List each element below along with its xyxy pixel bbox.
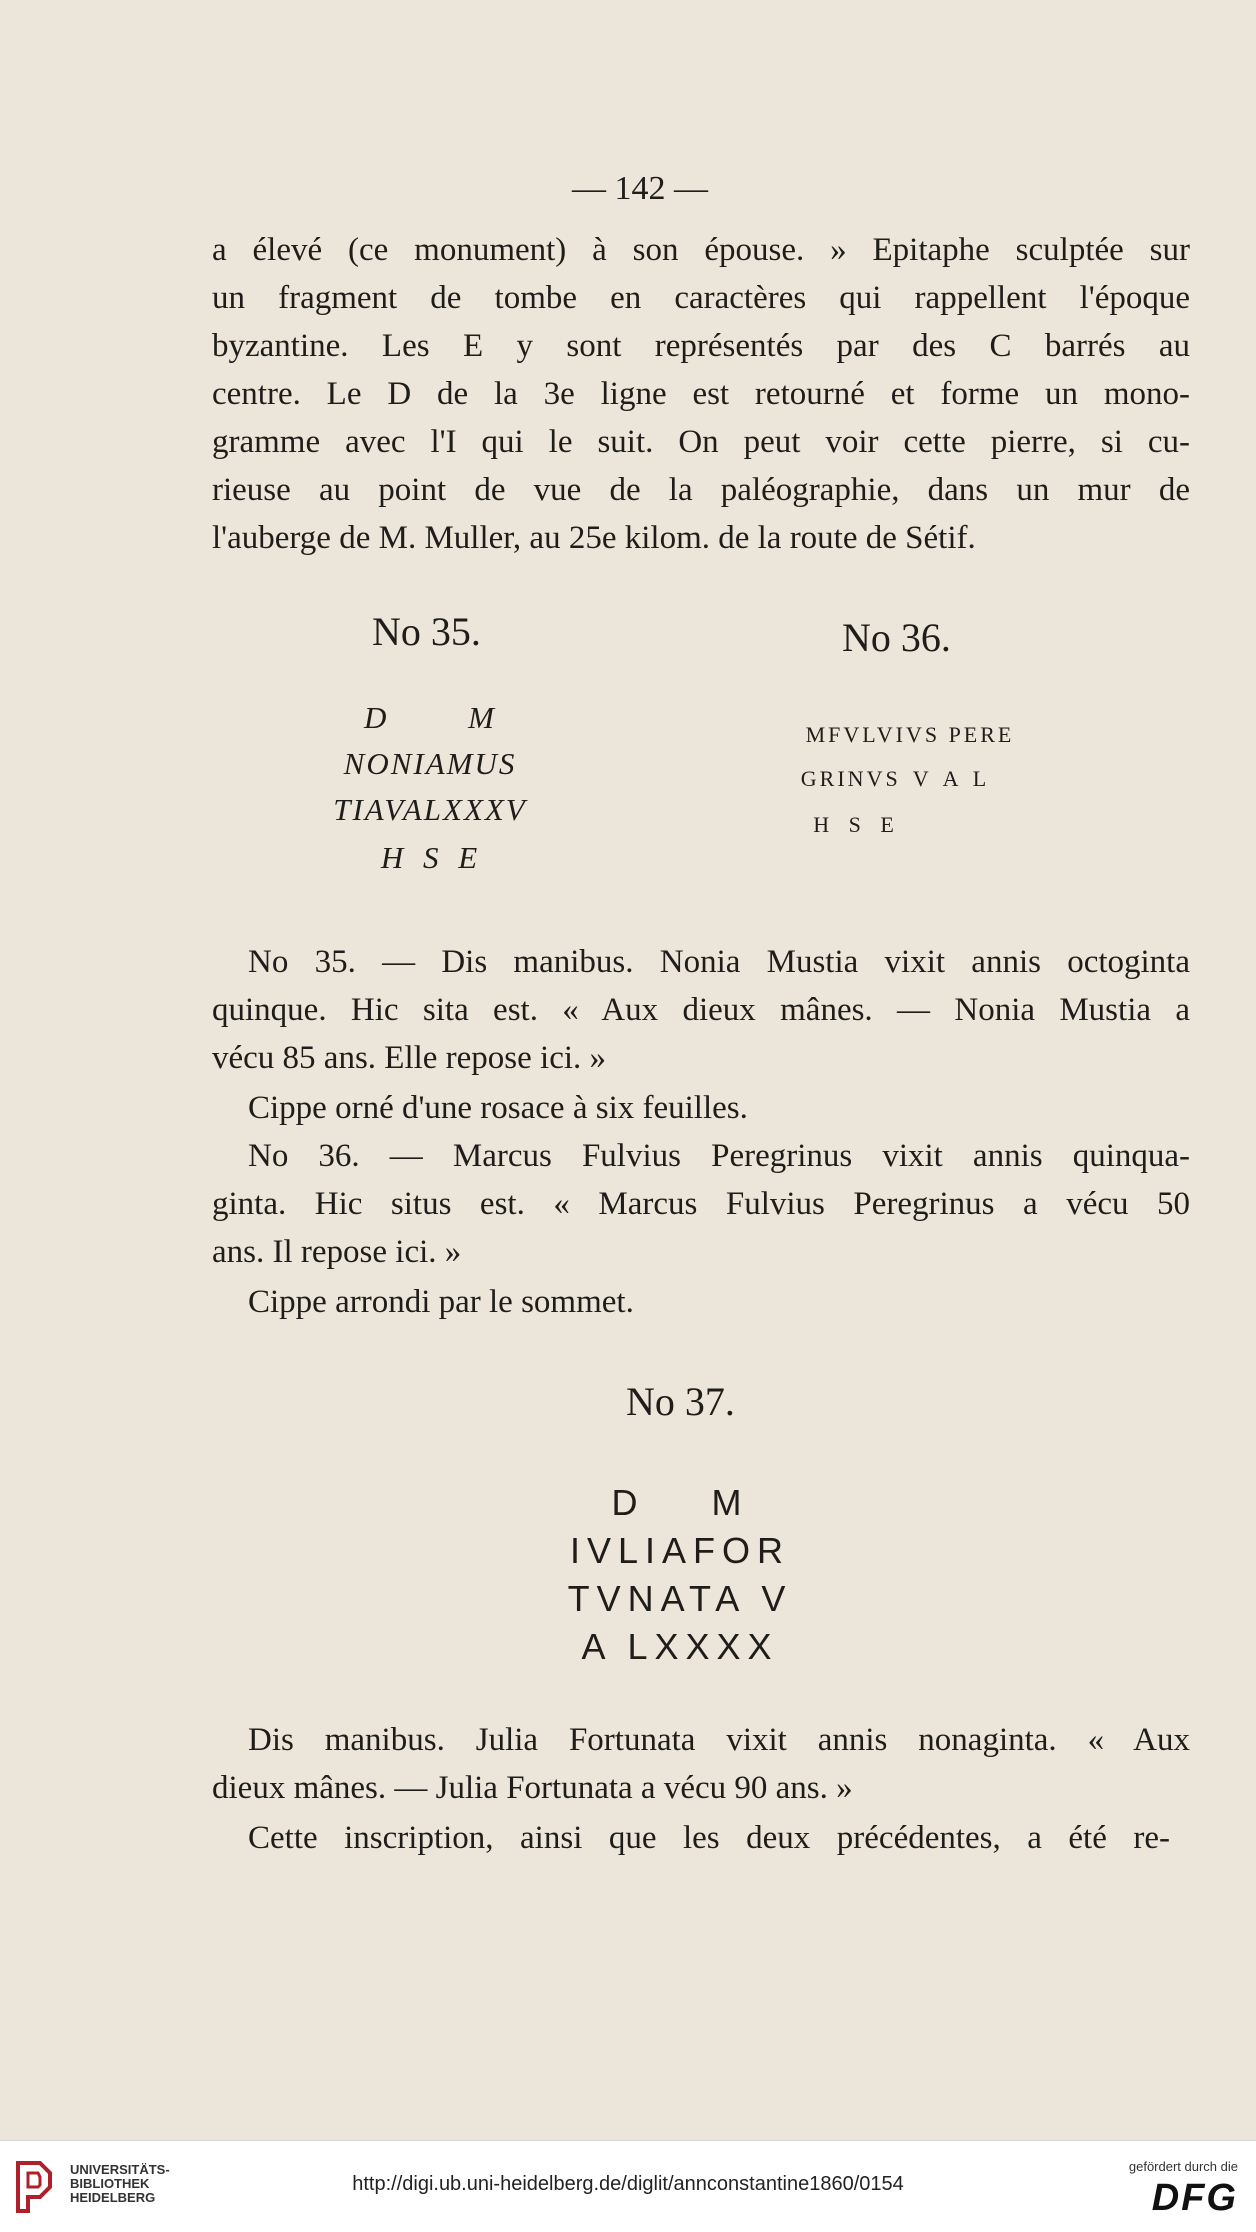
text-line: dieux mânes. — Julia Fortunata a vécu 90 ans. » (212, 1770, 853, 1806)
text-line: No 36. — Marcus Fulvius Peregrinus vixit annis quinqua- (248, 1138, 1190, 1174)
inscription-36-heading: No 36. (842, 615, 951, 660)
inscription-37-heading: No 37. (626, 1379, 735, 1424)
inscription-35-heading: No 35. (372, 609, 481, 654)
text-line: No 35. — Dis manibus. Nonia Mustia vixit annis octoginta (248, 944, 1190, 980)
text-line: a élevé (ce monument) à son épouse. » Epitaphe sculptée sur (212, 232, 1190, 268)
footer-bar (0, 2140, 1256, 2232)
text-line: quinque. Hic sita est. « Aux dieux mânes. — Nonia Mustia a (212, 992, 1190, 1028)
inscription-line: MFVLVIVS PERE (805, 722, 1015, 747)
text-line: rieuse au point de vue de la paléographie, dans un mur de (212, 472, 1190, 508)
text-line: Cette inscription, ainsi que les deux précédentes, a été re- (248, 1820, 1170, 1856)
text-line: ans. Il repose ici. » (212, 1234, 462, 1270)
inscription-line: H S E (380, 840, 480, 875)
text-line: vécu 85 ans. Elle repose ici. » (212, 1040, 607, 1076)
text-line: un fragment de tombe en caractères qui rappellent l'époque (212, 280, 1190, 316)
text-line: l'auberge de M. Muller, au 25e kilom. de la route de Sétif. (212, 520, 976, 556)
inscription-line: IVLIAFOR (569, 1530, 791, 1571)
inscription-line: H S E (813, 812, 897, 837)
source-url-link[interactable]: http://digi.ub.uni-heidelberg.de/diglit/annconstantine1860/0154 (352, 2173, 904, 2195)
inscription-line: TVNATA V (567, 1578, 793, 1619)
text-line: centre. Le D de la 3e ligne est retourné et forme un mono- (212, 376, 1190, 412)
inscription-line: D M (611, 1482, 749, 1523)
text-line: Cippe arrondi par le sommet. (248, 1284, 634, 1320)
inscription-line: A LXXXX (581, 1626, 779, 1667)
inscription-line: TIAVALXXXV (333, 792, 527, 827)
inscription-line: D M (364, 700, 496, 735)
text-line: Cippe orné d'une rosace à six feuilles. (248, 1090, 748, 1126)
inscription-line: GRINVS V A L (800, 766, 990, 791)
library-name: UNIVERSITÄTS- BIBLIOTHEK HEIDELBERG (70, 2162, 170, 2205)
text-line: ginta. Hic situs est. « Marcus Fulvius Peregrinus a vécu 50 (212, 1186, 1190, 1222)
inscription-line: NONIAMUS (343, 746, 517, 781)
text-line: gramme avec l'I qui le suit. On peut voir cette pierre, si cu- (212, 424, 1190, 460)
page-number: — 142 — (572, 170, 708, 207)
text-line: Dis manibus. Julia Fortunata vixit annis nonaginta. « Aux (248, 1722, 1190, 1758)
text-line: byzantine. Les E y sont représentés par des C barrés au (212, 328, 1190, 364)
dfg-logo: DFG (1151, 2177, 1238, 2219)
funded-by-label: gefördert durch die (1128, 2159, 1238, 2174)
